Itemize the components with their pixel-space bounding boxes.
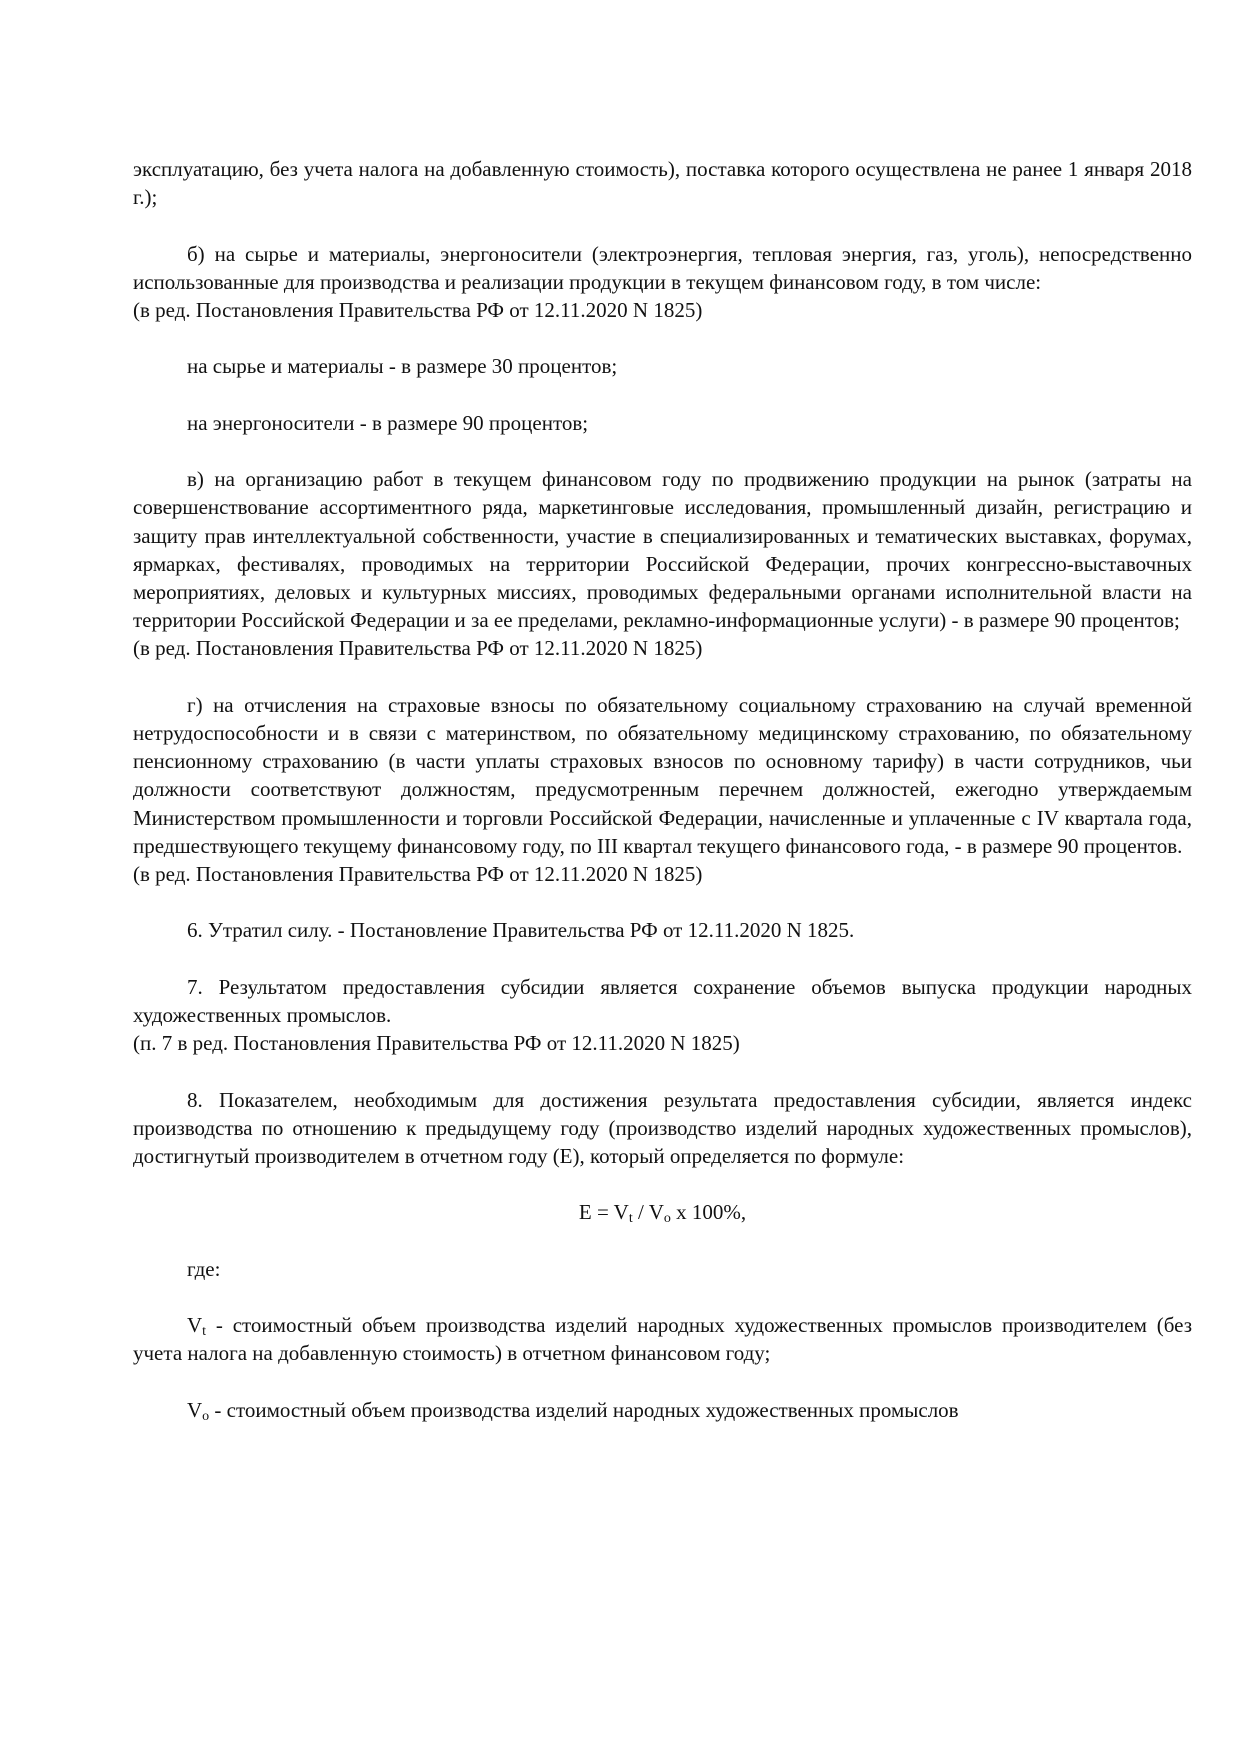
amendment-note: (п. 7 в ред. Постановления Правительства РФ от 12.11.2020 N 1825) — [133, 1031, 740, 1056]
definition-vo — [133, 1396, 1192, 1424]
formula-rhs: x 100%, — [670, 1200, 747, 1225]
amendment-note: (в ред. Постановления Правительства РФ от 12.11.2020 N 1825) — [133, 636, 703, 661]
formula-sub-t: t — [628, 1211, 633, 1227]
paragraph-energy: на энергоносители - в размере 90 процентов; — [187, 410, 589, 435]
paragraph-b: б) на сырье и материалы, энергоносители (электроэнергия, тепловая энергия, газ, уголь), непосредственно использованные для производства и реализации продукции в текущем финансовом году, в том числе: — [133, 241, 1192, 294]
definition-vt — [133, 1311, 1192, 1367]
symbol-v: V — [187, 1313, 203, 1338]
paragraph-6: 6. Утратил силу. - Постановление Правительства РФ от 12.11.2020 N 1825. — [187, 918, 855, 943]
where-label: где: — [187, 1256, 221, 1281]
symbol-sub-t: t — [202, 1324, 207, 1340]
formula — [133, 1198, 1192, 1226]
definition-vt-text: - стоимостный объем производства изделий народных художественных промыслов производителем (без учета налога на добавленную стоимость) в отчетном финансовом году; — [133, 1313, 1192, 1366]
formula-sub-o: o — [663, 1211, 671, 1227]
paragraph-8: 8. Показателем, необходимым для достижения результата предоставления субсидии, является индекс производства по отношению к предыдущему году (производство изделий народных художественных промыслов), достигнутый производителем в отчетном году (E), который определяется по формуле: — [133, 1087, 1192, 1168]
formula-mid: / V — [632, 1200, 664, 1225]
paragraph-continuation: эксплуатацию, без учета налога на добавленную стоимость), поставка которого осуществлена не ранее 1 января 2018 г.); — [133, 157, 1192, 210]
amendment-note: (в ред. Постановления Правительства РФ от 12.11.2020 N 1825) — [133, 298, 703, 322]
paragraph-v: в) на организацию работ в текущем финансовом году по продвижению продукции на рынок (затраты на совершенствование ассортиментного ряда, маркетинговые исследования, промышленный дизайн, регистрацию и защиту прав интеллектуальной собственности, участие в специализированных и тематических выставках, форумах, ярмарках, фестивалях, проводимых на территории Российской Федерации, прочих конгрессно-выставочных мероприятиях, деловых и культурных миссиях, проводимых федеральными органами исполнительной власти на территории Российской Федерации и за ее пределами, рекламно-информационные услуги) - в размере 90 процентов; — [133, 467, 1192, 633]
paragraph-materials: на сырье и материалы - в размере 30 процентов; — [187, 354, 618, 379]
definition-vo-text: - стоимостный объем производства изделий народных художественных промыслов — [209, 1397, 959, 1422]
paragraph-7: 7. Результатом предоставления субсидии является сохранение объемов выпуска продукции народных художественных промыслов. — [133, 974, 1192, 1027]
document-page — [133, 155, 1192, 1452]
symbol-v: V — [187, 1397, 203, 1422]
symbol-sub-o: o — [202, 1408, 210, 1424]
paragraph-g: г) на отчисления на страховые взносы по обязательному социальному страхованию на случай временной нетрудоспособности и в связи с материнством, по обязательному медицинскому страхованию, по обязательному пенсионному страхованию (в части уплаты страховых взносов по основному тарифу) в части сотрудников, чьи должности соответствуют должностям, предусмотренным перечнем должностей, ежегодно утверждаемым Министерством промышленности и торговли Российской Федерации, начисленные и уплаченные с IV квартала года, предшествующего текущему финансовому году, по III квартал текущего финансового года, - в размере 90 процентов. — [133, 692, 1192, 858]
formula-lhs: E = V — [578, 1200, 629, 1225]
amendment-note: (в ред. Постановления Правительства РФ от 12.11.2020 N 1825) — [133, 862, 703, 886]
